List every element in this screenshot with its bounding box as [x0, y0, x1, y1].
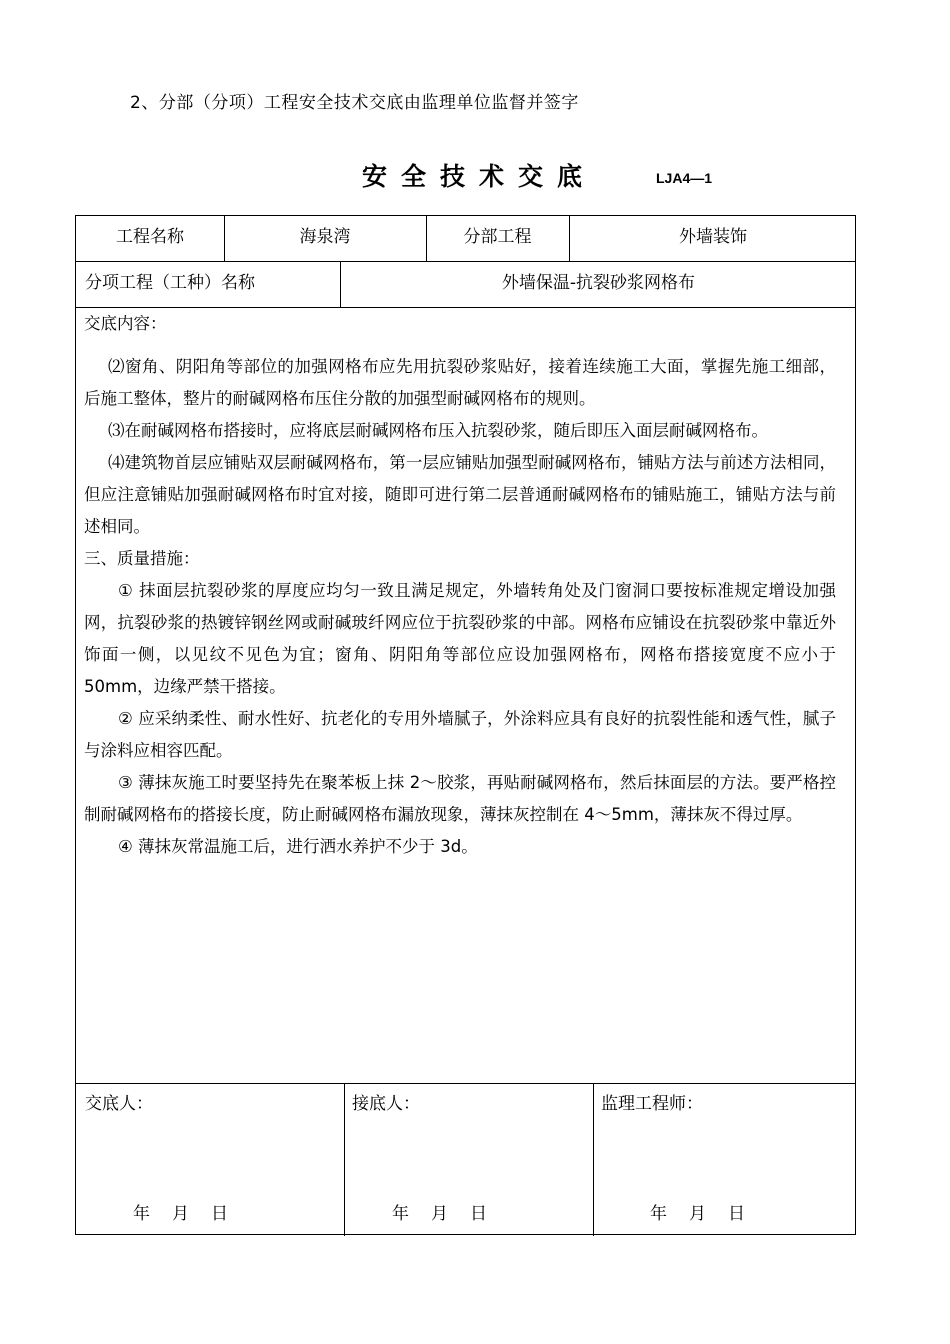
project-name-value: 海泉湾 [299, 227, 351, 247]
content-paragraph: ④ 薄抹灰常温施工后，进行洒水养护不少于 3d。 [118, 837, 478, 856]
supervisor-date: 年月日 [650, 1204, 767, 1224]
section-heading: 三、质量措施： [84, 549, 200, 568]
receiver-date: 年月日 [392, 1204, 509, 1224]
content-paragraph: ⑶在耐碱网格布搭接时，应将底层耐碱网格布压入抗裂砂浆，随后即压入面层耐碱网格布。 [108, 421, 768, 440]
content-paragraph: ⑵窗角、阴阳角等部位的加强网格布应先用抗裂砂浆贴好，接着连续施工大面，掌握先施工细部， 后施工整体，整片的耐碱网格布压住分散的加强型耐碱网格布的规则。 [84, 357, 836, 408]
receiver-label: 接底人： [352, 1094, 420, 1114]
supervisor-label: 监理工程师： [601, 1094, 703, 1114]
division-value: 外墙装饰 [679, 227, 747, 247]
row-divider [76, 307, 855, 308]
column-divider [344, 1083, 345, 1236]
subitem-label: 分项工程（工种）名称 [85, 273, 255, 293]
row-divider [76, 1083, 855, 1084]
content-paragraph: ⑷建筑物首层应铺贴双层耐碱网格布，第一层应铺贴加强型耐碱网格布，铺贴方法与前述方法相同，但应注意铺贴加强耐碱网格布时宜对接，随即可进行第二层普通耐碱网格布的铺贴施工，铺贴方法与前述相同。 [84, 453, 836, 536]
discloser-date: 年月日 [133, 1204, 250, 1224]
disclosure-content [84, 309, 836, 863]
content-paragraph: ① 抹面层抗裂砂浆的厚度应均匀一致且满足规定，外墙转角处及门窗洞口要按标准规定增设加强网，抗裂砂浆的热镀锌钢丝网或耐碱玻纤网应位于抗裂砂浆的中部。网格布应铺设在抗裂砂浆中靠近外饰面一侧，以见纹不见色为宜；窗角、阴阳角等部位应设加强网格布，网格布搭接宽度不应小于50mm，边缘严禁干搭接。 [84, 581, 836, 696]
division-label: 分部工程 [463, 227, 532, 247]
content-label: 交底内容： [84, 314, 167, 333]
row-divider [76, 261, 855, 262]
form-code: LJA4—1 [656, 170, 713, 186]
project-name-label: 工程名称 [116, 227, 184, 247]
subitem-value: 外墙保温-抗裂砂浆网格布 [501, 273, 696, 293]
content-paragraph: ② 应采纳柔性、耐水性好、抗老化的专用外墙腻子，外涂料应具有良好的抗裂性能和透气性，腻子与涂料应相容匹配。 [84, 709, 836, 760]
column-divider [593, 1083, 594, 1236]
discloser-label: 交底人： [85, 1094, 153, 1114]
disclosure-table [75, 215, 856, 1235]
instruction-note: 2、分部（分项）工程安全技术交底由监理单位监督并签字 [130, 93, 579, 113]
document-title: 安全技术交底 [362, 162, 597, 191]
content-paragraph: ③ 薄抹灰施工时要坚持先在聚苯板上抹 2～胶浆，再贴耐碱网格布，然后抹面层的方法。要严格控制耐碱网格布的搭接长度，防止耐碱网格布漏放现象，薄抹灰控制在 4～5mm，薄抹灰不得过厚。 [84, 773, 836, 824]
